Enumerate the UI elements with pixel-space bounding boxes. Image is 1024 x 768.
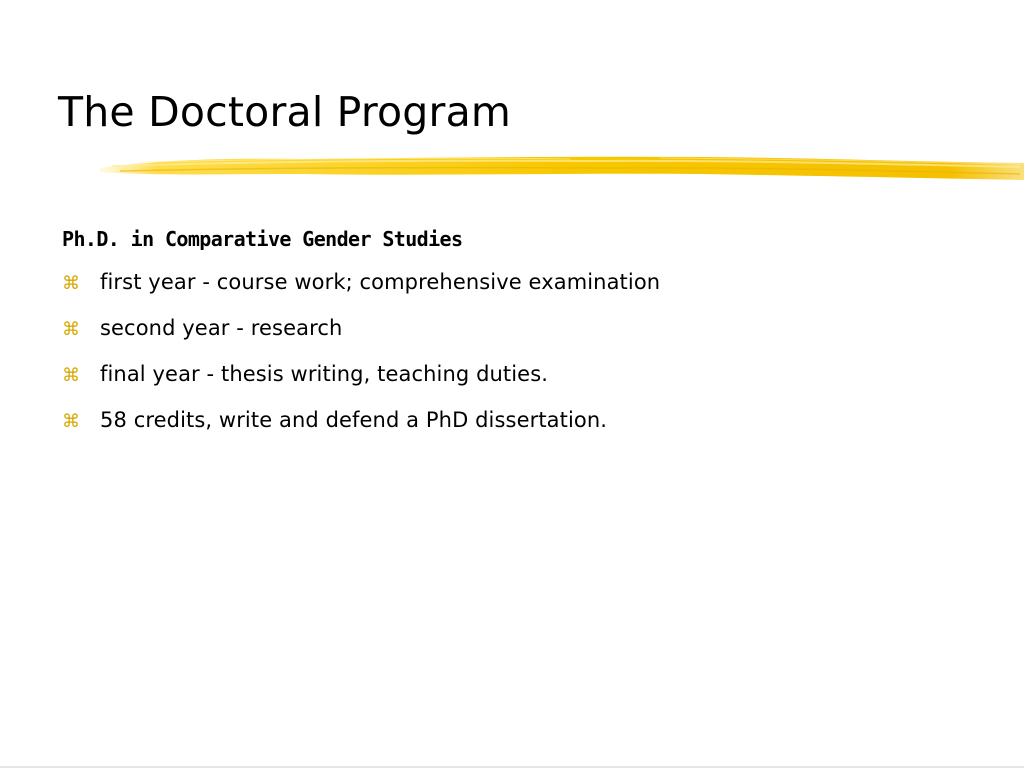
bullet-text: second year - research: [100, 316, 343, 340]
title-underline-brushstroke: [100, 150, 1024, 190]
bullet-text: final year - thesis writing, teaching duties.: [100, 362, 549, 386]
program-subheading: Ph.D. in Comparative Gender Studies: [62, 227, 463, 251]
list-item: [62, 314, 660, 360]
program-details-list: [62, 268, 660, 452]
list-item: [62, 268, 660, 314]
bullet-text: 58 credits, write and defend a PhD dissertation.: [100, 408, 608, 432]
command-key-icon: ⌘: [62, 319, 80, 340]
command-key-icon: ⌘: [62, 411, 80, 432]
slide-title: The Doctoral Program: [58, 88, 512, 136]
list-item: [62, 360, 660, 406]
command-key-icon: ⌘: [62, 273, 80, 294]
list-item: [62, 406, 660, 452]
command-key-icon: ⌘: [62, 365, 80, 386]
bullet-text: first year - course work; comprehensive examination: [100, 270, 661, 294]
